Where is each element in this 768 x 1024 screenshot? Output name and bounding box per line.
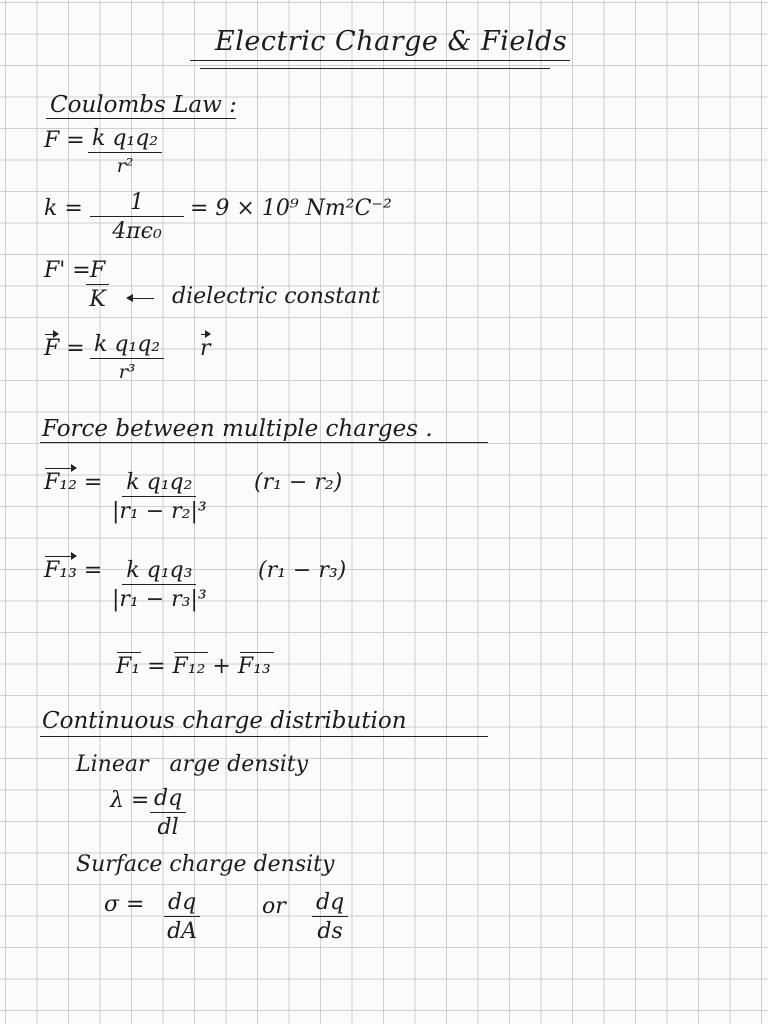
page-title: Electric Charge & Fields: [215, 26, 568, 57]
k-fraction: [90, 190, 184, 244]
net-force-arrow-f1: [117, 652, 141, 653]
continuous-heading-underline: [40, 736, 488, 737]
title-underline-2: [200, 68, 550, 69]
linear-density-label: Linear arge density: [76, 752, 309, 777]
multiple-heading-underline: [40, 442, 488, 443]
sigma-fraction: [164, 890, 200, 944]
sigma-alt-denominator: ds: [317, 919, 343, 944]
lambda-lhs: λ =: [110, 788, 150, 813]
k-denominator: 4πϵ₀: [112, 219, 162, 244]
k-numerator: 1: [90, 190, 184, 217]
sigma-alt-numerator: dq: [312, 890, 348, 917]
f12-lhs: [44, 470, 102, 495]
net-force-arrow-f12: [174, 652, 208, 653]
fprime-denominator: K: [89, 287, 106, 312]
fprime-lhs: F' =: [44, 258, 91, 283]
sigma-lhs: σ =: [104, 892, 145, 917]
dielectric-arrow-head: [126, 294, 133, 302]
vector-force-r: [200, 336, 211, 361]
sigma-or: or: [262, 894, 286, 919]
f12-numerator: k q₁q₂: [122, 470, 196, 497]
lambda-denominator: dl: [157, 815, 179, 840]
sigma-numerator: dq: [164, 890, 200, 917]
vector-force-equals: =: [66, 336, 85, 361]
net-force-arrow-f13: [240, 652, 274, 653]
coulomb-force-numerator: k q₁q₂: [88, 126, 162, 153]
lambda-fraction: [150, 786, 186, 840]
coulomb-force-denominator: r²: [116, 155, 134, 177]
f13-equals: =: [83, 558, 103, 583]
multiple-heading: Force between multiple charges .: [42, 416, 433, 442]
net-force-sum: F₁ = F₁₂ + F₁₃: [116, 654, 271, 679]
coulomb-heading: Coulombs Law :: [50, 92, 237, 118]
vector-force-denominator: r³: [118, 361, 136, 383]
title-underline: [190, 60, 570, 61]
vector-force-numerator: k q₁q₂: [90, 332, 164, 359]
fprime-numerator: F: [86, 258, 109, 285]
f13-vector: (r₁ − r₃): [258, 558, 347, 583]
vector-force-fraction: [90, 332, 164, 383]
f12-symbol: F₁₂: [44, 470, 77, 495]
f13-lhs: [44, 558, 102, 583]
f12-fraction: [112, 470, 207, 524]
vector-force-lhs: [44, 336, 85, 361]
f13-symbol: F₁₃: [44, 558, 77, 583]
k-lhs: k =: [44, 196, 83, 221]
coulomb-force-lhs: F =: [44, 128, 85, 153]
dielectric-note: dielectric constant: [172, 284, 381, 309]
coulomb-heading-underline: [46, 118, 236, 119]
f12-equals: =: [83, 470, 103, 495]
f12-denominator: |r₁ − r₂|³: [112, 499, 207, 524]
surface-density-label: Surface charge density: [76, 852, 335, 877]
vector-r-symbol: r: [200, 336, 211, 361]
coulomb-force-fraction: [88, 126, 162, 177]
lambda-numerator: dq: [150, 786, 186, 813]
f12-vector: (r₁ − r₂): [254, 470, 343, 495]
k-value: = 9 × 10⁹ Nm²C⁻²: [190, 196, 392, 221]
f13-numerator: k q₁q₃: [122, 558, 196, 585]
sigma-alt-fraction: [312, 890, 348, 944]
sigma-denominator: dA: [167, 919, 198, 944]
vector-force-symbol: F: [44, 336, 60, 361]
f13-denominator: |r₁ − r₃|³: [112, 587, 207, 612]
dielectric-arrow-line: [130, 298, 154, 299]
f13-fraction: [112, 558, 207, 612]
fprime-fraction: [86, 258, 109, 312]
continuous-heading: Continuous charge distribution: [42, 708, 407, 734]
